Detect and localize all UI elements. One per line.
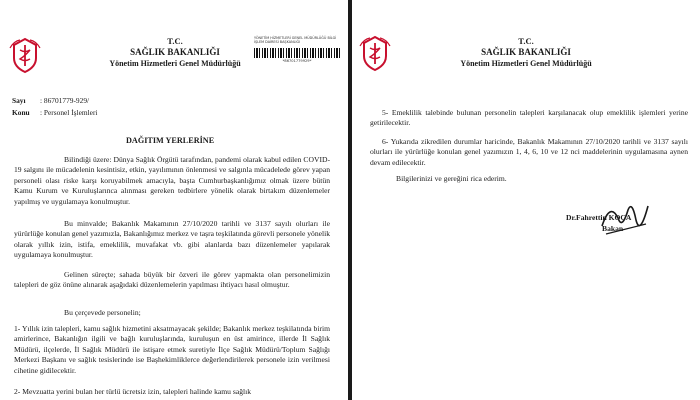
letterhead-line1: T.C. [518,36,534,46]
paragraph-4: Bu çerçevede personelin; [64,308,141,317]
letterhead-line3: Yönetim Hizmetleri Genel Müdürlüğü [460,59,592,68]
letterhead-line2: SAĞLIK BAKANLIĞI [481,47,571,57]
konu-label: Konu [12,108,30,117]
closing-line: Bilgilerinizi ve gereğini rica ederim. [396,174,507,183]
list-item-5: 5- Emeklilik talebinde bulunan personelin talepleri karşılanacak olup emeklilik işlemleri yerine getirilecektir. [370,108,688,128]
letterhead [90,36,260,69]
letterhead [440,36,612,69]
list-item-2: 2- Mevzuatta yerini bulan her türlü ücretsiz izin, talepleri halinde kamu sağlık [14,387,252,396]
paragraph-1: Bilindiği üzere: Dünya Sağlık Örgütü tarafından, pandemi olarak kabul edilen COVID-19 salgını ile mücadelenin kesintisiz, etkin, yayılımının önlenmesi ve salgınla mücadelede görev yapan personeli olası riske karşı koruyabilmek amacıyla, başta Cumhurbaşkanlığımız olmak üzere bütün Kamu Kurum ve Kuruluşlarınca alınması gereken tedbirlere yönelik olarak birtakım düzenlemeler yapılmış ve uygulamaya konulmuştur. [14,155,330,206]
letterhead-line2: SAĞLIK BAKANLIĞI [130,47,220,57]
signer-title: Bakan [602,224,624,233]
document-page-right [352,0,700,400]
list-item-6: 6- Yukarıda zikredilen durumlar haricinde, Bakanlık Makamının 27/10/2020 tarihli ve 3137 sayılı olurları ile yürürlüğe konulan genel yazımızın 1, 4, 6, 10 ve 12 nci maddelerinin uygulamasına aynen devam edilecektir. [370,137,688,167]
barcode-number: *86701779929* [282,58,312,63]
letterhead-line3: Yönetim Hizmetleri Genel Müdürlüğü [109,59,241,68]
list-item-1: 1- Yıllık izin talepleri, kamu sağlık hizmetini aksatmayacak şekilde; Bakanlık merkez teşkilatında birim amirlerince, Bakanlığın ilgili ve bağlı kuruluşlarında, kuruluşun en üst amirince, illerde İl Sağlık Müdürü, ilçelerde, İl Sağlık Müdürü ile istişare etmek suretiyle İlçe Sağlık Müdürü/Toplum Sağlığı Merkezi Başkanı ve sağlık tesislerinde ise Başhekimliklerce değerlendirilerek personele izin verilmesi cihetine gidilecektir. [14,324,330,375]
konu-value: : Personel İşlemleri [40,108,98,117]
document-title: DAĞITIM YERLERİNE [126,136,215,145]
document-page-left [0,0,348,400]
paragraph-2: Bu minvalde; Bakanlık Makamının 27/10/2020 tarihli ve 3137 sayılı olurları ile yürürlüğe konulan genel yazımızla, Bakanlığımız merkez ve taşra teşkilatında görevli personele yönelik olarak yıllık izin, istifa, emeklilik, muvafakat vb. gibi alanlarda bazı düzenlemeler yapılarak uygulamaya konulmuştur. [14,219,330,260]
barcode-icon [254,48,340,58]
signer-name: Dr.Fahrettin KOCA [566,213,632,222]
sayi-value: : 86701779-929/ [40,96,90,105]
sayi-label: Sayı [12,96,26,105]
ministry-logo-icon [358,34,392,72]
letterhead-line1: T.C. [167,36,183,46]
barcode-caption: YÖNETİM HİZMETLERİ GENEL MÜDÜRLÜĞÜ BİLGİ İŞLEM DAİRESİ BAŞKANLIĞI [254,36,337,45]
paragraph-3: Gelinen süreçte; sahada büyük bir özveri ile görev yapmakta olan personelimizin talepleri de göz önüne alınarak aşağıdaki düzenlemelerin yapılması ihtiyacı hasıl olmuştur. [14,270,330,290]
ministry-logo-icon [8,36,42,74]
barcode-block [254,36,340,63]
